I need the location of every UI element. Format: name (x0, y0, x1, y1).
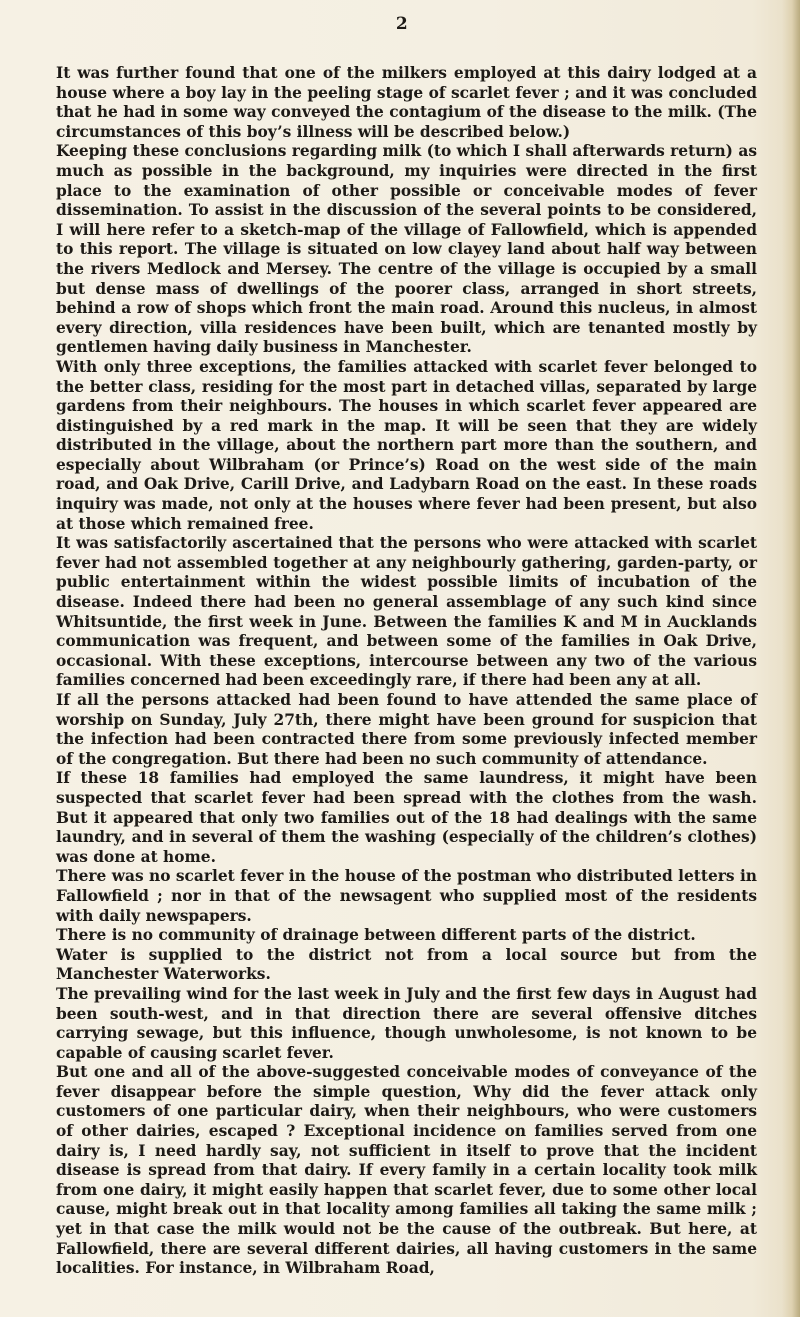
page-number: 2 (395, 14, 409, 34)
paragraph: Keeping these conclusions regarding milk (to which I shall afterwards return) as much as possible in the background, my inquiries were directed in the first place to the examination of other possible or conceivable modes of fever dissemination. To assist in the discussion of the several points to be considered, I will here refer to a sketch-map of the village of Fallowfield, which is appended to this report. The village is situated on low clayey land about half way between the rivers Medlock and Mersey. The centre of the village is occupied by a small but dense mass of dwellings of the poorer class, arranged in short streets, behind a row of shops which front the main road. Around this nucleus, in almost every direction, villa residences have been built, which are tenanted mostly by gentlemen having daily business in Manchester. (56, 142, 757, 357)
paragraph: Water is supplied to the district not from a local source but from the Manchester Waterworks. (56, 945, 757, 984)
report-body (56, 64, 757, 1279)
paragraph: It was satisfactorily ascertained that the persons who were attacked with scarlet fever had not assembled together at any neighbourly gathering, garden-party, or public entertainment within the widest possible limits of incubation of the disease. Indeed there had been no general assemblage of any such kind since Whitsuntide, the first week in June. Between the families K and M in Aucklands communication was frequent, and between some of the families in Oak Drive, occasional. With these exceptions, intercourse between any two of the various families concerned had been exceedingly rare, if there had been any at all. (56, 534, 757, 690)
paragraph: But one and all of the above-suggested conceivable modes of conveyance of the fever disappear before the simple question, Why did the fever attack only customers of one particular dairy, when their neighbours, who were customers of other dairies, escaped ? Exceptional incidence on families served from one dairy is, I need hardly say, not sufficient in itself to prove that the incident disease is spread from that dairy. If every family in a certain locality took milk from one dairy, it might easily happen that scarlet fever, due to some other local cause, might break out in that locality among families all taking the same milk ; yet in that case the milk would not be the cause of the outbreak. But here, at Fallowfield, there are several different dairies, all having customers in the same localities. For instance, in Wilbraham Road, (56, 1063, 757, 1278)
paragraph: If these 18 families had employed the same laundress, it might have been suspected that scarlet fever had been spread with the clothes from the wash. But it appeared that only two families out of the 18 had dealings with the same laundry, and in several of them the washing (especially of the children’s clothes) was done at home. (56, 769, 757, 866)
paragraph: There is no community of drainage between different parts of the district. (56, 926, 696, 945)
paragraph: It was further found that one of the milkers employed at this dairy lodged at a house where a boy lay in the peeling stage of scarlet fever ; and it was concluded that he had in some way conveyed the contagium of the disease to the milk. (The circumstances of this boy’s illness will be described below.) (56, 64, 757, 141)
page-edge-shadow (782, 0, 800, 1317)
paragraph: The prevailing wind for the last week in July and the first few days in August had been south-west, and in that direction there are several offensive ditches carrying sewage, but this influence, though unwholesome, is not known to be capable of causing scarlet fever. (56, 984, 757, 1062)
paragraph: There was no scarlet fever in the house of the postman who distributed letters in Fallowfield ; nor in that of the newsagent who supplied most of the residents with daily newspapers. (56, 867, 757, 925)
paragraph: With only three exceptions, the families attacked with scarlet fever belonged to the better class, residing for the most part in detached villas, separated by large gardens from their neighbours. The houses in which scarlet fever appeared are distinguished by a red mark in the map. It will be seen that they are widely distributed in the village, about the northern part more than the southern, and especially about Wilbraham (or Prince’s) Road on the west side of the main road, and Oak Drive, Carill Drive, and Ladybarn Road on the east. In these roads inquiry was made, not only at the houses where fever had been present, but also at those which remained free. (56, 357, 757, 533)
paragraph: If all the persons attacked had been found to have attended the same place of worship on Sunday, July 27th, there might have been ground for suspicion that the infection had been contracted there from some previously infected member of the congregation. But there had been no such community of attendance. (56, 691, 757, 768)
